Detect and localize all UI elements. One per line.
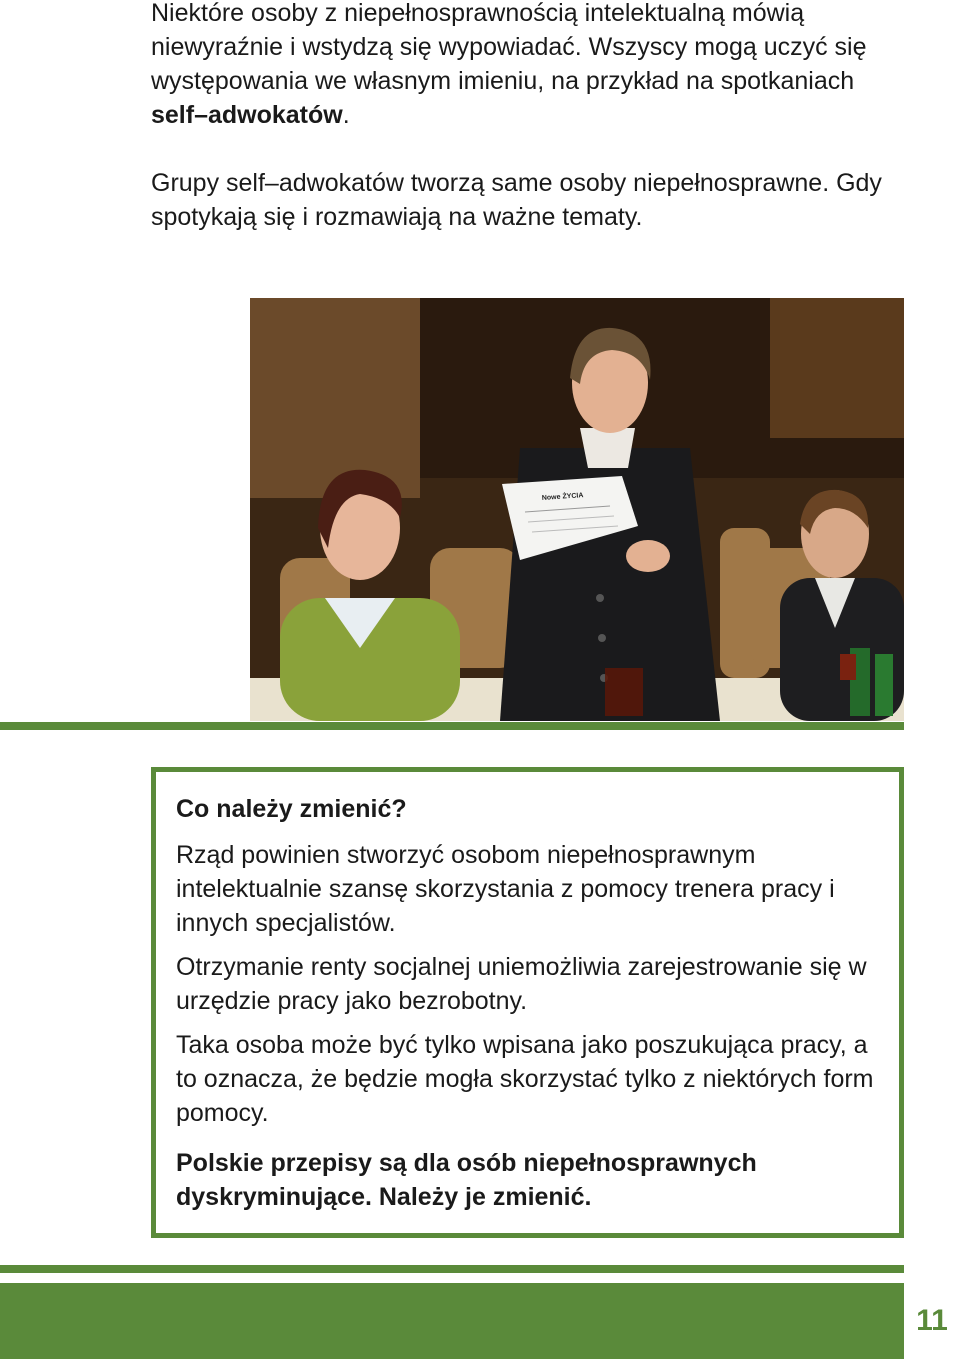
box-paragraph-2: Otrzymanie renty socjalnej uniemożliwia zarejestrowanie się w urzędzie pracy jako bezrobotny.	[176, 953, 867, 1015]
box-conclusion: Polskie przepisy są dla osób niepełnosprawnych dyskryminujące. Należy je zmienić.	[176, 1149, 757, 1211]
info-box	[151, 767, 904, 1238]
box-paragraph-1: Rząd powinien stworzyć osobom niepełnosprawnym intelektualnie szansę skorzystania z pomocy trenera pracy i innych specjalistów.	[176, 841, 835, 937]
intro-paragraph-1-text: Niektóre osoby z niepełnosprawnością intelektualną mówią niewyraźnie i wstydzą się wypowiadać. Wszyscy mogą uczyć się występowania we własnym imieniu, na przykład na spotkaniach	[151, 0, 867, 95]
meeting-photo	[250, 298, 904, 721]
self-advocates-term: self–adwokatów	[151, 101, 343, 129]
box-paragraph-3: Taka osoba może być tylko wpisana jako poszukująca pracy, a to oznacza, że będzie mogła skorzystać tylko z niektórych form pomocy.	[176, 1031, 874, 1127]
footer-bar	[0, 1283, 904, 1359]
page-number: 11	[916, 1304, 948, 1337]
box-heading: Co należy zmienić?	[176, 795, 407, 823]
green-divider-top	[0, 722, 904, 730]
intro-paragraph-2: Grupy self–adwokatów tworzą same osoby niepełnosprawne. Gdy spotykają się i rozmawiają na ważne tematy.	[151, 169, 882, 231]
intro-paragraph-1-end: .	[342, 101, 350, 129]
paper-title: Nowe ŻYCIA	[541, 492, 584, 502]
intro-paragraph-1	[151, 0, 911, 132]
green-divider-bottom	[0, 1265, 904, 1273]
